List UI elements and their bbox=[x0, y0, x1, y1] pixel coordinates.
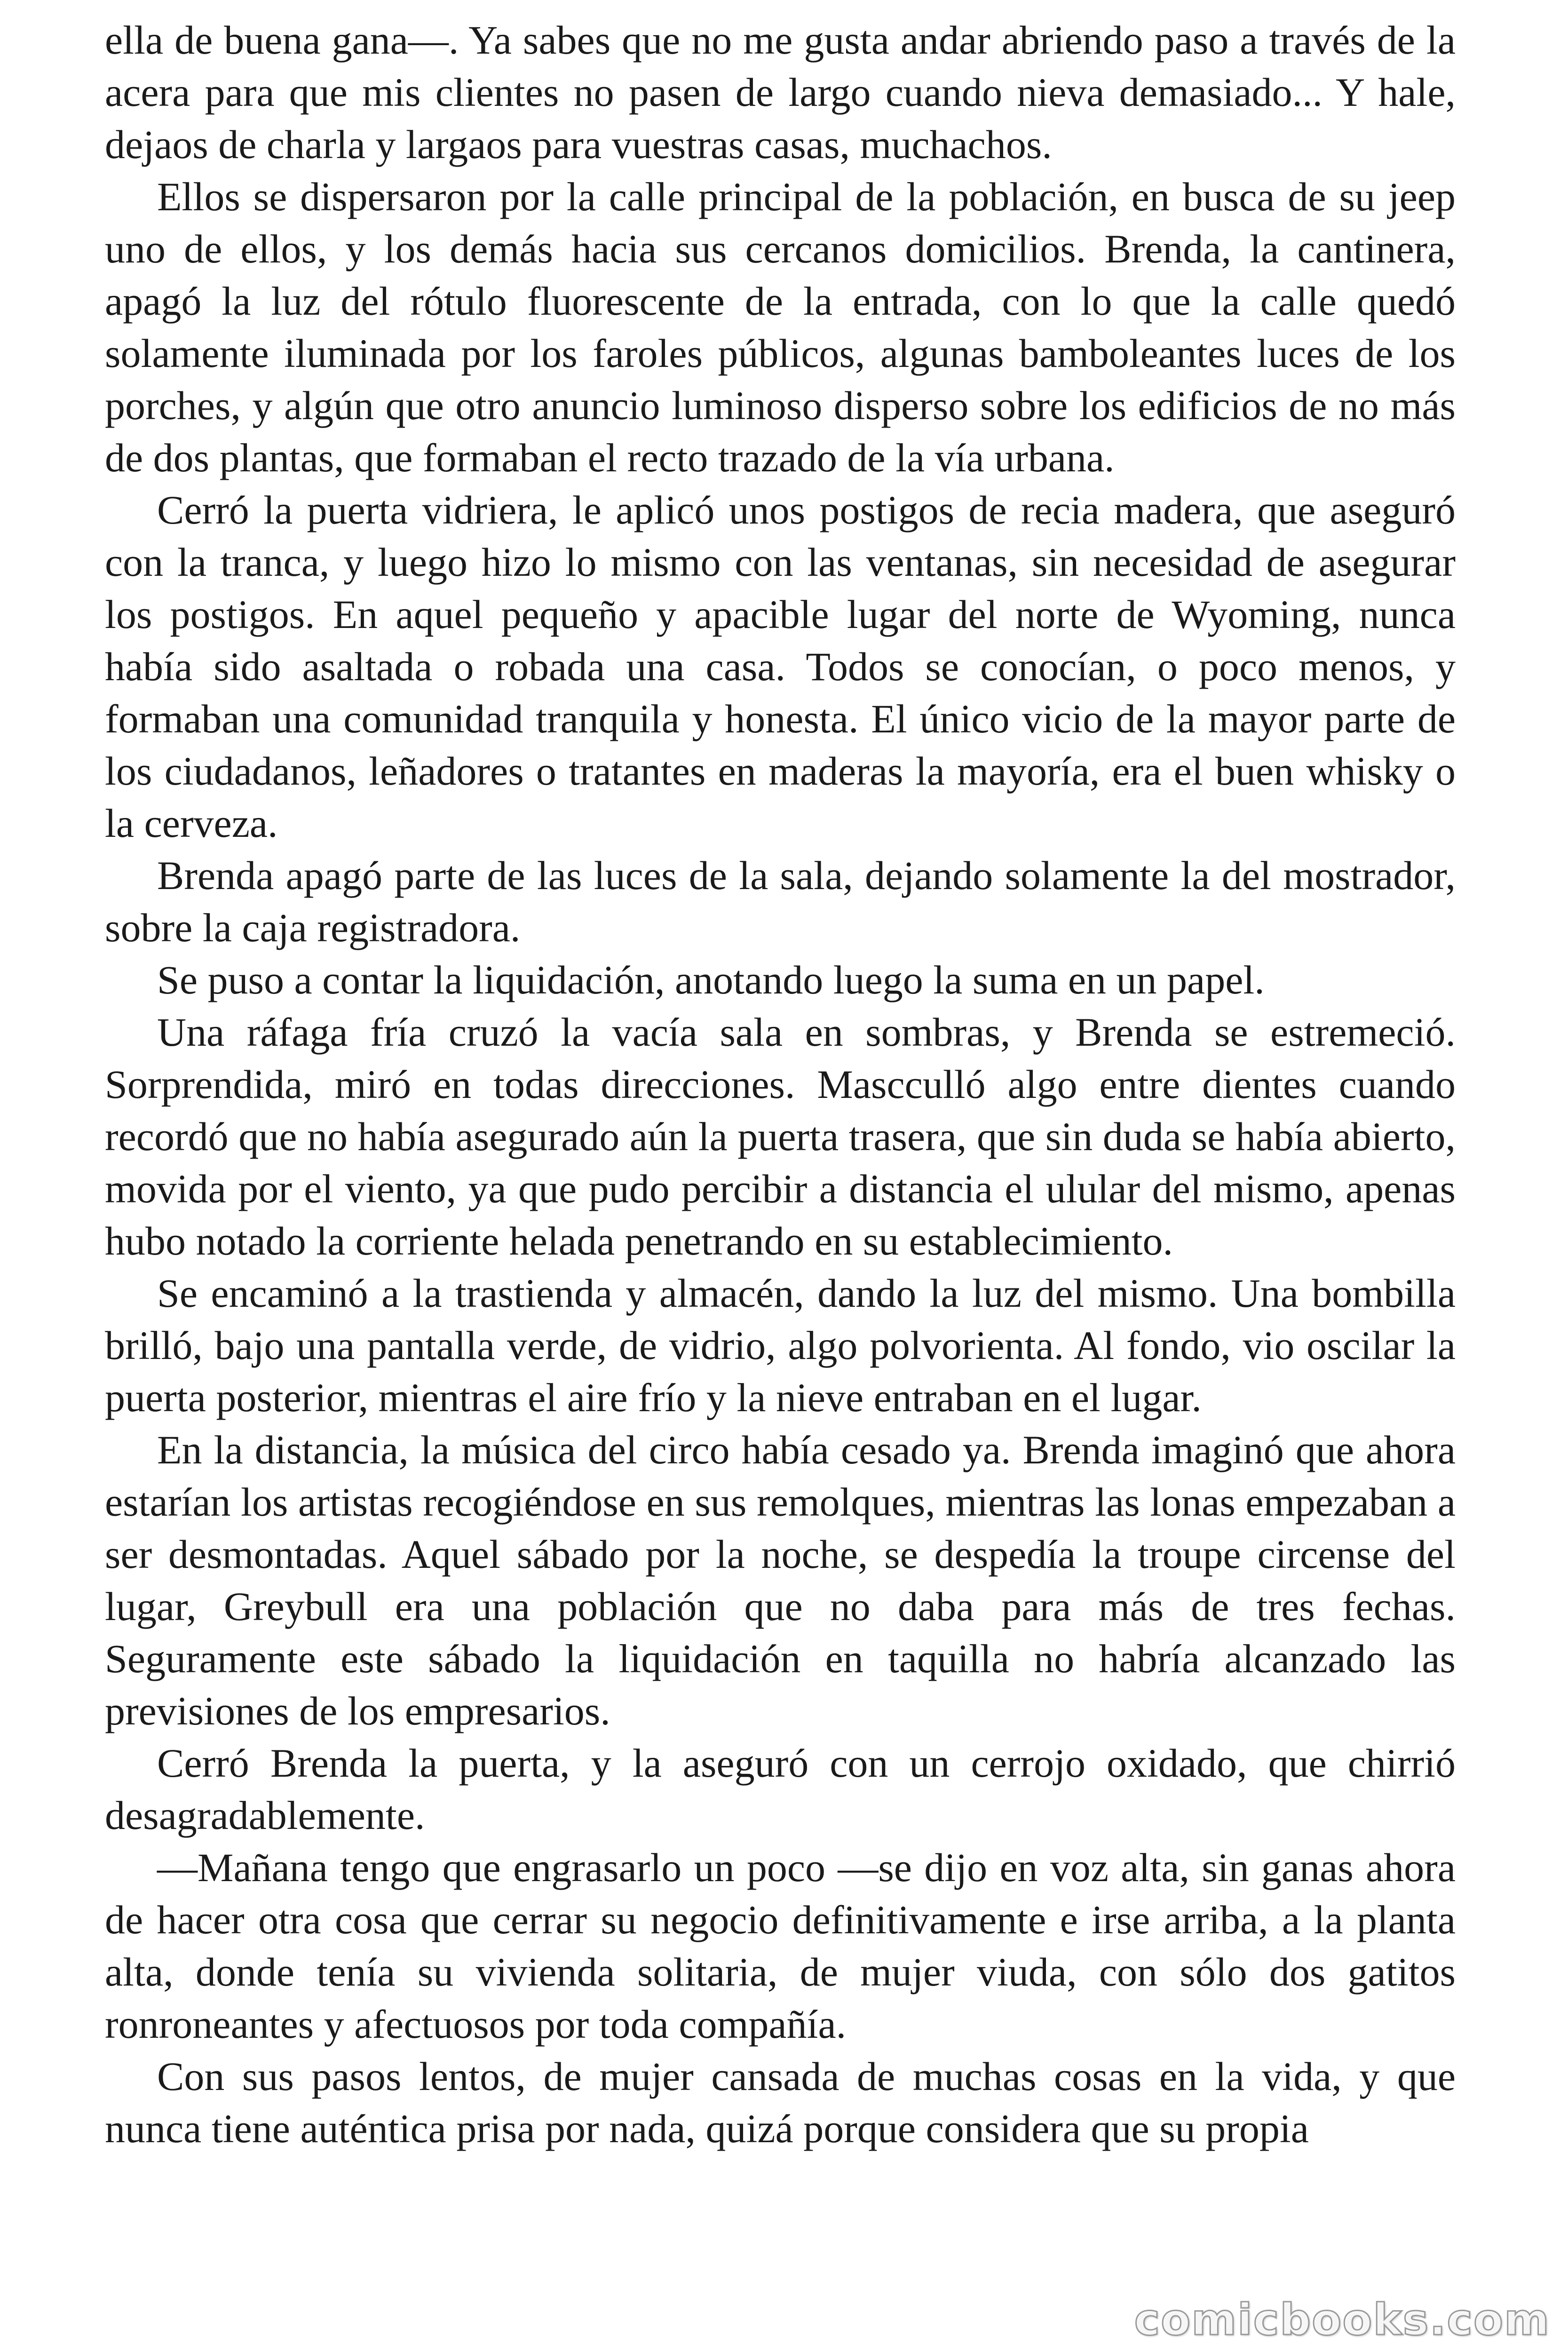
paragraph: En la distancia, la música del circo había cesado ya. Brenda imaginó que ahora estarían los artistas recogiéndose en sus remolques, mientras las lonas empezaban a ser desmontadas. Aquel sábado por la noche, se despedía la troupe circense del lugar, Greybull era una población que no daba para más de tres fechas. Seguramente este sábado la liquidación en taquilla no habría alcanzado las previsiones de los empresarios. bbox=[105, 1427, 1456, 1733]
paragraph: Ellos se dispersaron por la calle principal de la población, en busca de su jeep uno de ellos, y los demás hacia sus cercanos domicilios. Brenda, la cantinera, apagó la luz del rótulo fluorescente de la entrada, con lo que la calle quedó solamente iluminada por los faroles públicos, algunas bamboleantes luces de los porches, y algún que otro anuncio luminoso disperso sobre los edificios de no más de dos plantas, que formaban el recto trazado de la vía urbana. bbox=[105, 174, 1456, 480]
paragraph: Cerró la puerta vidriera, le aplicó unos postigos de recia madera, que aseguró con la tranca, y luego hizo lo mismo con las ventanas, sin necesidad de asegurar los postigos. En aquel pequeño y apacible lugar del norte de Wyoming, nunca había sido asaltada o robada una casa. Todos se conocían, o poco menos, y formaban una comunidad tranquila y honesta. El único vicio de la mayor parte de los ciudadanos, leñadores o tratantes en maderas la mayoría, era el buen whisky o la cerveza. bbox=[105, 487, 1456, 846]
paragraph: Con sus pasos lentos, de mujer cansada de muchas cosas en la vida, y que nunca tiene auténtica prisa por nada, quizá porque considera que su propia bbox=[105, 2054, 1456, 2151]
paragraph: Brenda apagó parte de las luces de la sala, dejando solamente la del mostrador, sobre la caja registradora. bbox=[105, 853, 1456, 950]
paragraph: Cerró Brenda la puerta, y la aseguró con un cerrojo oxidado, que chirrió desagradablemente. bbox=[105, 1740, 1456, 1838]
paragraph-continued: ella de buena gana—. Ya sabes que no me gusta andar abriendo paso a través de la acera para que mis clientes no pasen de largo cuando nieva demasiado... Y hale, dejaos de charla y largaos para vuestras casas, muchachos. bbox=[105, 17, 1456, 167]
paragraph: Se puso a contar la liquidación, anotando luego la suma en un papel. bbox=[157, 957, 1265, 1002]
paragraph: —Mañana tengo que engrasarlo un poco —se dijo en voz alta, sin ganas ahora de hacer otra cosa que cerrar su negocio definitivamente e irse arriba, a la planta alta, donde tenía su vivienda solitaria, de mujer viuda, con sólo dos gatitos ronroneantes y afectuosos por toda compañía. bbox=[105, 1845, 1456, 2047]
paragraph: Una ráfaga fría cruzó la vacía sala en sombras, y Brenda se estremeció. Sorprendida, miró en todas direcciones. Mascculló algo entre dientes cuando recordó que no había asegurado aún la puerta trasera, que sin duda se había abierto, movida por el viento, ya que pudo percibir a distancia el ulular del mismo, apenas hubo notado la corriente helada penetrando en su establecimiento. bbox=[105, 1009, 1456, 1263]
body-text bbox=[105, 14, 1456, 2155]
watermark-logo: comicbooks.com bbox=[1134, 2295, 1550, 2345]
paragraph: Se encaminó a la trastienda y almacén, dando la luz del mismo. Una bombilla brilló, bajo una pantalla verde, de vidrio, algo polvorienta. Al fondo, vio oscilar la puerta posterior, mientras el aire frío y la nieve entraban en el lugar. bbox=[105, 1271, 1456, 1420]
